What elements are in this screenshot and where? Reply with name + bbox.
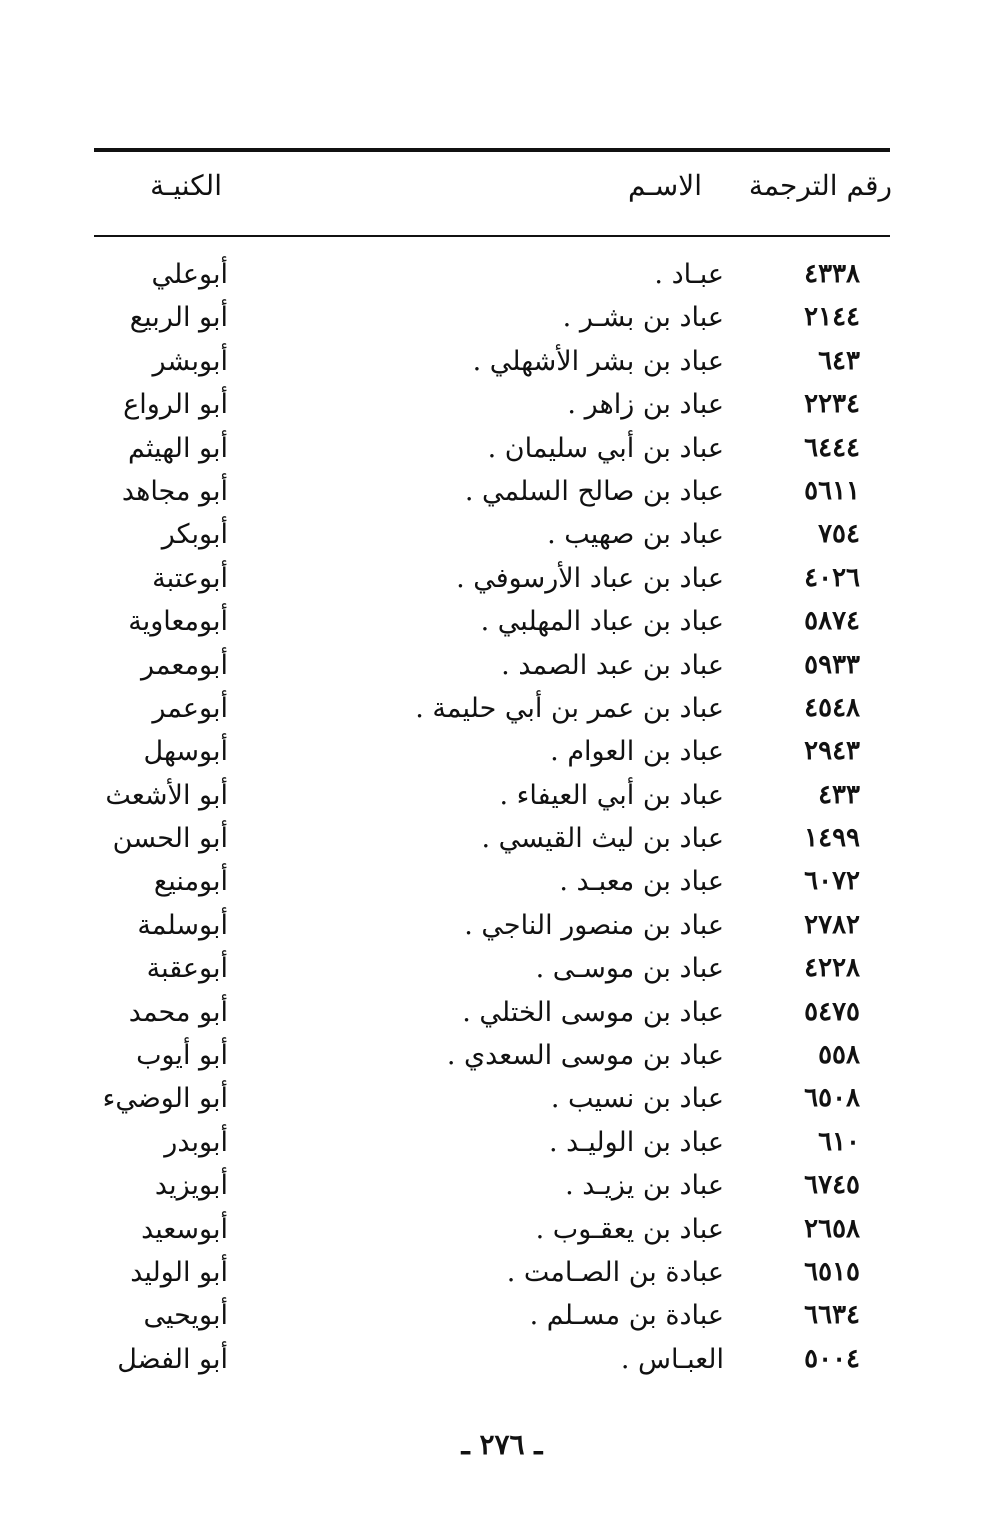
table-row (0, 600, 1004, 643)
column-header-name: الاسـم (627, 169, 702, 202)
narrator-name: عباد بن عمر بن أبي حليمة . (415, 692, 724, 724)
biography-number: ٥٦١١ (804, 475, 860, 506)
narrator-kunya: أبو الرواع (123, 389, 228, 421)
biography-number: ٢٢٣٤ (804, 389, 860, 420)
narrator-kunya: أبوبدر (164, 1126, 228, 1158)
biography-number: ٦٠٧٢ (804, 866, 860, 897)
table-row (0, 383, 1004, 426)
biography-number: ٢٧٨٢ (804, 909, 860, 940)
narrator-name: عبادة بن مسـلم . (529, 1300, 724, 1332)
narrator-name: عبـاد . (654, 259, 724, 290)
biography-number: ٦٦٣٤ (804, 1300, 860, 1331)
narrator-kunya: أبوعمر (152, 692, 228, 724)
biography-number: ٤٥٤٨ (804, 692, 860, 723)
narrator-name: عباد بن زاهر . (567, 389, 724, 421)
narrator-name: عباد بن صالح السلمي . (464, 475, 724, 507)
narrator-name: عباد بن معبـد . (559, 866, 724, 898)
narrator-kunya: أبومعاوية (128, 606, 228, 638)
narrator-kunya: أبو الفضل (117, 1343, 228, 1375)
narrator-name: العبـاس . (620, 1343, 724, 1375)
narrator-kunya: أبوعلي (151, 259, 228, 290)
table-row (0, 860, 1004, 903)
narrator-kunya: أبو الحسن (112, 823, 228, 855)
table-row (0, 1164, 1004, 1207)
narrator-name: عباد بن موسى السعدي . (446, 1040, 724, 1072)
table-row (0, 1208, 1004, 1251)
table-row (0, 947, 1004, 990)
table-row (0, 513, 1004, 556)
narrator-kunya: أبو الأشعث (105, 779, 228, 811)
biography-number: ٦٥٠٨ (804, 1083, 860, 1114)
narrator-kunya: أبو أيوب (136, 1040, 228, 1072)
biography-number: ٦١٠ (818, 1126, 860, 1157)
narrator-kunya: أبو الربيع (129, 302, 228, 334)
narrator-kunya: أبويحيى (143, 1300, 228, 1332)
narrator-kunya: أبو محمد (128, 996, 228, 1028)
narrator-name: عباد بن صهيب . (547, 519, 724, 551)
narrator-kunya: أبو الوضيء (102, 1083, 228, 1115)
biography-number: ٢٦٥٨ (804, 1213, 860, 1244)
table-row (0, 1077, 1004, 1120)
biography-number: ٥٨٧٤ (804, 606, 860, 637)
narrator-kunya: أبوعتبة (152, 562, 228, 594)
narrator-kunya: أبوسلمة (137, 909, 228, 941)
narrator-name: عباد بن عبد الصمد . (501, 649, 724, 681)
table-row (0, 687, 1004, 730)
narrator-kunya: أبويزيد (154, 1170, 228, 1202)
narrator-name: عباد بن يزيـد . (565, 1170, 724, 1202)
narrator-kunya: أبومنيع (153, 866, 228, 898)
narrator-name: عباد بن العوام . (550, 736, 724, 768)
table-row (0, 644, 1004, 687)
table-row (0, 253, 1004, 296)
biography-number: ٤٢٢٨ (804, 953, 860, 984)
biography-number: ٤٠٢٦ (804, 562, 860, 593)
index-table (0, 253, 1004, 1381)
narrator-name: عباد بن بشر الأشهلي . (472, 345, 724, 377)
biography-number: ٦٤٤٤ (804, 432, 860, 463)
narrator-name: عباد بن عباد الأرسوفي . (456, 562, 724, 594)
narrator-kunya: أبو الهيثم (128, 432, 228, 464)
table-row (0, 1034, 1004, 1077)
biography-number: ٥٥٨ (818, 1040, 860, 1071)
biography-number: ٢٩٤٣ (804, 736, 860, 767)
narrator-name: عباد بن منصور الناجي . (464, 909, 724, 941)
biography-number: ١٤٩٩ (804, 823, 860, 854)
biography-number: ٤٣٣ (818, 779, 860, 810)
biography-number: ٤٣٣٨ (804, 259, 860, 289)
biography-number: ٦٤٣ (818, 345, 860, 376)
biography-number: ٥٤٧٥ (804, 996, 860, 1027)
narrator-name: عباد بن أبي العيفاء . (499, 779, 724, 811)
narrator-kunya: أبوبشر (152, 345, 228, 377)
table-row (0, 991, 1004, 1034)
narrator-name: عبادة بن الصـامت . (506, 1256, 724, 1288)
narrator-name: عباد بن أبي سليمان . (487, 432, 724, 464)
column-header-number: رقم الترجمة (748, 169, 892, 202)
narrator-name: عباد بن يعقـوب . (535, 1213, 724, 1245)
table-row (0, 1121, 1004, 1164)
narrator-kunya: أبومعمر (141, 649, 228, 681)
table-row (0, 1294, 1004, 1337)
table-row (0, 817, 1004, 860)
narrator-kunya: أبوعقبة (146, 953, 228, 985)
table-row (0, 427, 1004, 470)
table-row (0, 774, 1004, 817)
narrator-name: عباد بن بشـر . (562, 302, 724, 334)
biography-number: ٥٩٣٣ (804, 649, 860, 680)
table-row (0, 1251, 1004, 1294)
narrator-name: عباد بن نسيب . (550, 1083, 724, 1115)
biography-number: ٦٧٤٥ (804, 1170, 860, 1201)
biography-number: ٢١٤٤ (804, 302, 860, 333)
column-header-kunya: الكنيـة (150, 169, 222, 202)
narrator-name: عباد بن الوليـد . (548, 1126, 724, 1158)
narrator-name: عباد بن عباد المهلبي . (480, 606, 724, 638)
narrator-name: عباد بن موسـى . (535, 953, 724, 985)
biography-number: ٦٥١٥ (804, 1256, 860, 1287)
narrator-name: عباد بن ليث القيسي . (481, 823, 724, 855)
narrator-kunya: أبوبكر (161, 519, 228, 551)
narrator-kunya: أبو الوليد (130, 1256, 228, 1288)
table-row (0, 296, 1004, 339)
table-row (0, 557, 1004, 600)
narrator-kunya: أبو مجاهد (121, 475, 228, 507)
narrator-name: عباد بن موسى الختلي . (462, 996, 724, 1028)
biography-number: ٥٠٠٤ (804, 1343, 860, 1374)
biography-number: ٧٥٤ (818, 519, 860, 550)
table-row (0, 1338, 1004, 1381)
narrator-kunya: أبوسهل (143, 736, 228, 768)
table-row (0, 904, 1004, 947)
header-bottom-rule (94, 235, 890, 237)
page-number: ـ ٢٧٦ ـ (461, 1428, 543, 1461)
table-row (0, 340, 1004, 383)
table-row (0, 730, 1004, 773)
narrator-kunya: أبوسعيد (141, 1213, 228, 1245)
table-row (0, 470, 1004, 513)
header-top-rule (94, 148, 890, 152)
